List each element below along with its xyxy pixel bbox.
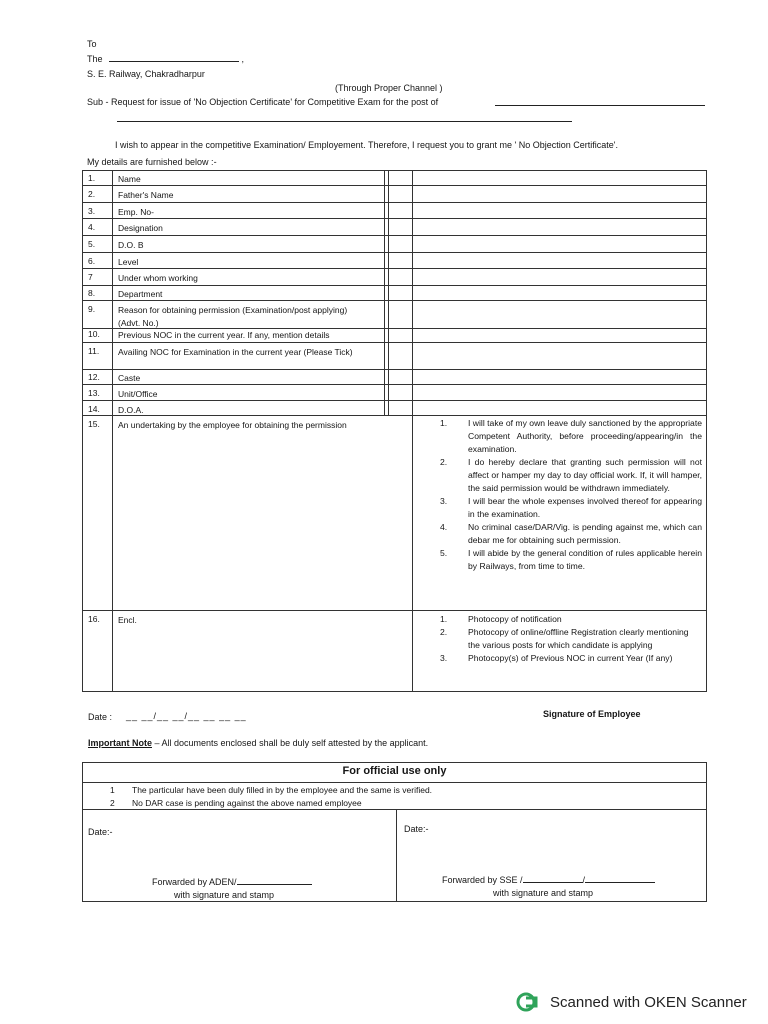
row-label: Availing NOC for Examination in the current year (Please Tick) — [118, 347, 353, 357]
row-rule — [82, 202, 707, 203]
row-label: Previous NOC in the current year. If any, mention details — [118, 330, 330, 340]
row-label: Level — [118, 257, 139, 267]
addressee-blank — [109, 61, 239, 62]
forwarded-aden: Forwarded by ADEN/ — [152, 877, 312, 887]
row-number: 12. — [88, 372, 100, 382]
official-use-box — [82, 762, 707, 902]
official-item-1: 1 The particular have been duly filled in by the employee and the same is verified. — [110, 785, 433, 795]
row-label: Under whom working — [118, 273, 198, 283]
row-number: 4. — [88, 222, 96, 232]
row-label: Department — [118, 289, 163, 299]
col-divider-2 — [384, 170, 385, 415]
subject-line: Sub - Request for issue of 'No Objection Certificate' for Competitive Exam for the post of — [87, 97, 439, 107]
enclosures-list — [440, 613, 702, 665]
row-label: Encl. — [118, 615, 137, 625]
forwarded-sse: Forwarded by SSE / / — [442, 875, 655, 885]
row-number: 7 — [88, 272, 93, 282]
intro-request: I wish to appear in the competitive Examination/ Employement. Therefore, I request you to grant me ' No Objection Certificate'. — [115, 140, 619, 150]
list-item: 3. I will bear the whole expenses involved thereof for appearing in the examination. — [440, 496, 702, 519]
row-number: 2. — [88, 189, 96, 199]
important-note-label: Important Note — [88, 738, 152, 748]
row-label: D.O. B — [118, 240, 144, 250]
official-rule — [82, 809, 707, 810]
row-label: Unit/Office — [118, 389, 158, 399]
scanner-watermark — [516, 990, 747, 1014]
aden-stamp-note: with signature and stamp — [174, 890, 275, 900]
sse-blank-2 — [585, 882, 655, 883]
row-label: Father's Name — [118, 190, 174, 200]
row-label: Name — [118, 174, 141, 184]
list-item: 2. I do hereby declare that granting such permission will not affect or hamper my day to day official work. If, it will hamper, the said permission would be withdrawn immediately. — [440, 457, 702, 493]
list-item: 2. Photocopy of online/offline Registration clearly mentioning the various posts for which candidate is applying — [440, 627, 689, 650]
row-number: 15. — [88, 419, 100, 429]
sse-blank-1 — [523, 882, 583, 883]
date-blank: __ __/__ __/__ __ __ __ — [126, 711, 247, 721]
list-item: 5. I will abide by the general condition of rules applicable herein by Railways, from time to time. — [440, 548, 702, 571]
subject-post-blank — [495, 96, 705, 106]
the-label — [87, 54, 244, 64]
col-divider-3 — [388, 170, 389, 415]
important-note-text: – All documents enclosed shall be duly self attested by the applicant. — [152, 738, 429, 748]
list-item: 4. No criminal case/DAR/Vig. is pending against me, which can debar me for obtaining such permission. — [440, 522, 702, 545]
row-rule — [82, 235, 707, 236]
row-number: 6. — [88, 256, 96, 266]
row-number: 5. — [88, 239, 96, 249]
row-number: 10. — [88, 329, 100, 339]
undertaking-list — [440, 417, 702, 573]
official-date-left: Date:- — [88, 827, 113, 837]
list-item: 1. Photocopy of notification — [440, 614, 562, 624]
row-label: Designation — [118, 223, 163, 233]
list-item: 1. I will take of my own leave duly sanctioned by the appropriate Competent Authority, before proceeding/appearing/in the examination. — [440, 418, 702, 454]
channel-line: (Through Proper Channel ) — [335, 83, 443, 93]
row-number: 1. — [88, 173, 96, 183]
row-rule — [82, 369, 707, 370]
oken-logo-icon — [516, 991, 544, 1013]
row-rule — [82, 610, 707, 611]
row-number: 16. — [88, 614, 100, 624]
official-item-2: 2 No DAR case is pending against the above named employee — [110, 798, 362, 808]
sse-stamp-note: with signature and stamp — [493, 888, 594, 898]
row-label: Caste — [118, 373, 141, 383]
watermark-text: Scanned with OKEN Scanner — [550, 993, 747, 1011]
date-label: Date : — [88, 712, 113, 722]
col-divider-1 — [112, 170, 113, 692]
row-rule — [82, 342, 707, 343]
official-rule — [82, 782, 707, 783]
row-number: 3. — [88, 206, 96, 216]
the-comma: , — [241, 54, 245, 64]
col-divider-4 — [412, 170, 413, 692]
official-title: For official use only — [342, 765, 447, 777]
subject-second-blank — [117, 112, 572, 122]
row-number: 13. — [88, 388, 100, 398]
row-rule — [82, 285, 707, 286]
the-text: The — [87, 54, 103, 64]
official-divider — [396, 809, 397, 902]
row-label: D.O.A. — [118, 405, 144, 415]
row-number: 8. — [88, 288, 96, 298]
row-label: Reason for obtaining permission (Examination/post applying) (Advt. No.) — [118, 305, 348, 328]
signature-label: Signature of Employee — [543, 709, 641, 719]
to-label: To — [87, 39, 97, 49]
list-item: 3. Photocopy(s) of Previous NOC in current Year (If any) — [440, 653, 673, 663]
aden-blank — [237, 884, 312, 885]
intro-details: My details are furnished below :- — [87, 157, 217, 167]
row-rule — [82, 252, 707, 253]
address-line: S. E. Railway, Chakradharpur — [87, 69, 205, 79]
important-note — [88, 738, 428, 748]
row-number: 11. — [88, 346, 100, 356]
official-date-right: Date:- — [404, 824, 429, 834]
details-table — [82, 170, 707, 692]
row-label: Emp. No- — [118, 207, 154, 217]
row-number: 14. — [88, 404, 100, 414]
row-number: 9. — [88, 304, 96, 314]
row-label: An undertaking by the employee for obtaining the permission — [118, 420, 347, 430]
